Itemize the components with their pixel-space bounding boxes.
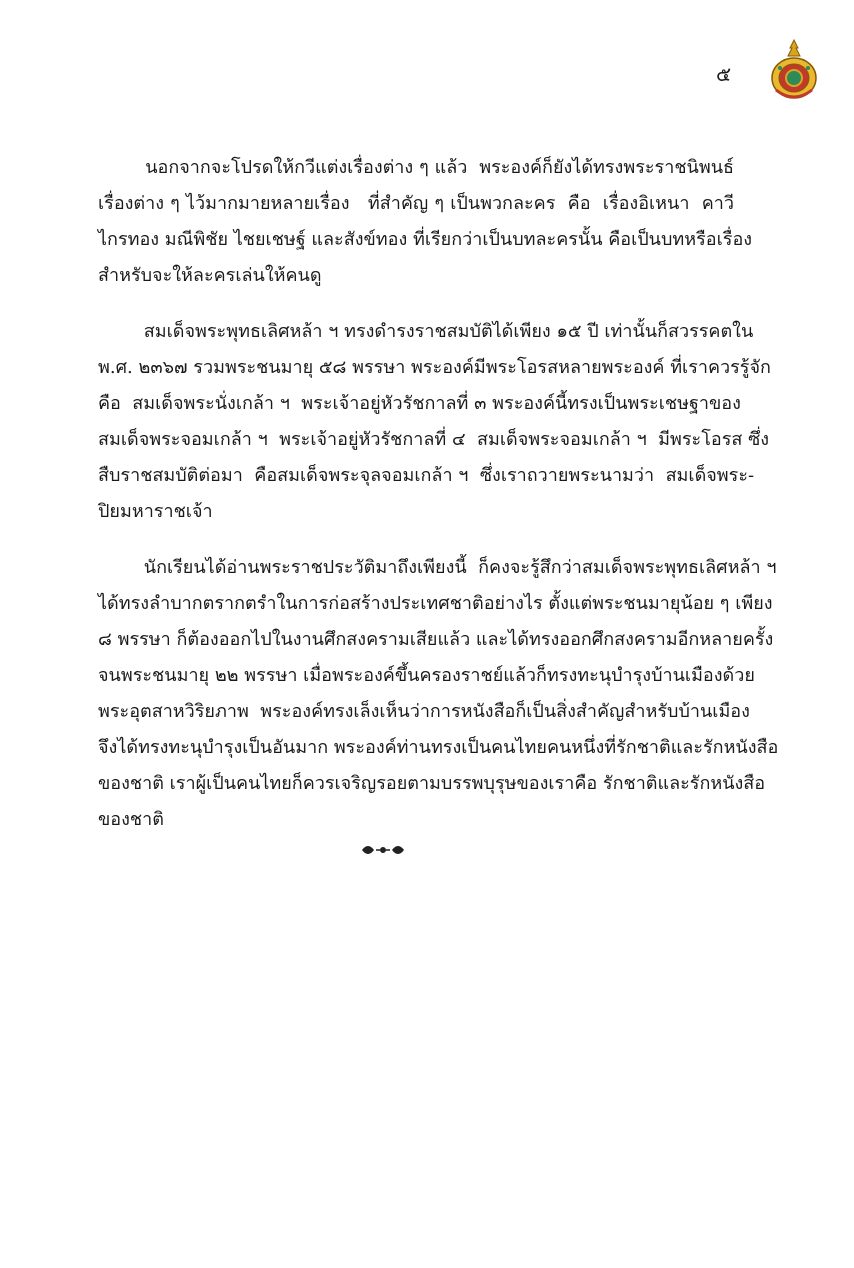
text-line: สืบราชสมบัติต่อมา คือสมเด็จพระจุลจอมเกล้า ฯ ซึ่งเราถวายพระนามว่า สมเด็จพระ-: [98, 465, 755, 486]
text-line: สำหรับจะให้ละครเล่นให้คนดู: [98, 265, 322, 286]
text-line: พระอุตสาหวิริยภาพ พระองค์ทรงเล็งเห็นว่าการหนังสือก็เป็นสิ่งสำคัญสำหรับบ้านเมือง: [98, 701, 750, 722]
text-line: ได้ทรงลำบากตรากตรำในการก่อสร้างประเทศชาติอย่างไร ตั้งแต่พระชนมายุน้อย ๆ เพียง: [98, 593, 773, 614]
paragraph-1: [98, 150, 753, 294]
text-line: สมเด็จพระพุทธเลิศหล้า ฯ ทรงดำรงราชสมบัติได้เพียง ๑๕ ปี เท่านั้นก็สวรรคตใน: [98, 321, 754, 342]
text-line: ปิยมหาราชเจ้า: [98, 501, 213, 522]
text-line: ของชาติ เราผู้เป็นคนไทยก็ควรเจริญรอยตามบรรพบุรุษของเราคือ รักชาติและรักหนังสือ: [98, 773, 766, 794]
text-line: ไกรทอง มณีพิชัย ไชยเชษฐ์ และสังข์ทอง ที่เรียกว่าเป็นบทละครนั้น คือเป็นบทหรือเรื่อง: [98, 229, 753, 250]
text-line: จนพระชนมายุ ๒๒ พรรษา เมื่อพระองค์ขึ้นครองราชย์แล้วก็ทรงทะนุบำรุงบ้านเมืองด้วย: [98, 665, 755, 686]
floral-divider-icon: [358, 840, 408, 860]
text-line: ๘ พรรษา ก็ต้องออกไปในงานศึกสงครามเสียแล้ว และได้ทรงออกศึกสงครามอีกหลายครั้ง: [98, 629, 774, 650]
text-line: นักเรียนได้อ่านพระราชประวัติมาถึงเพียงนี้ ก็คงจะรู้สึกว่าสมเด็จพระพุทธเลิศหล้า ฯ: [98, 557, 777, 578]
paragraph-2: [98, 314, 771, 530]
document-body: [98, 150, 779, 858]
text-line: สมเด็จพระจอมเกล้า ฯ พระเจ้าอยู่หัวรัชกาลที่ ๔ สมเด็จพระจอมเกล้า ฯ มีพระโอรส ซึ่ง: [98, 429, 770, 450]
paragraph-3: [98, 550, 779, 838]
text-line: พ.ศ. ๒๓๖๗ รวมพระชนมายุ ๕๘ พรรษา พระองค์มีพระโอรสหลายพระองค์ ที่เราควรรู้จัก: [98, 357, 771, 378]
page-number: ๕: [716, 62, 732, 86]
text-line: ของชาติ: [98, 809, 164, 830]
text-line: เรื่องต่าง ๆ ไว้มากมายหลายเรื่อง ที่สำคัญ ๆ เป็นพวกละคร คือ เรื่องอิเหนา คาวี: [98, 193, 734, 214]
text-line: คือ สมเด็จพระนั่งเกล้า ฯ พระเจ้าอยู่หัวรัชกาลที่ ๓ พระองค์นี้ทรงเป็นพระเชษฐาของ: [98, 393, 741, 414]
text-line: จึงได้ทรงทะนุบำรุงเป็นอันมาก พระองค์ท่านทรงเป็นคนไทยคนหนึ่งที่รักชาติและรักหนังสือ: [98, 737, 779, 758]
text-line: นอกจากจะโปรดให้กวีแต่งเรื่องต่าง ๆ แล้ว พระองค์ก็ยังได้ทรงพระราชนิพนธ์: [98, 157, 734, 178]
royal-emblem-icon: [768, 38, 820, 102]
